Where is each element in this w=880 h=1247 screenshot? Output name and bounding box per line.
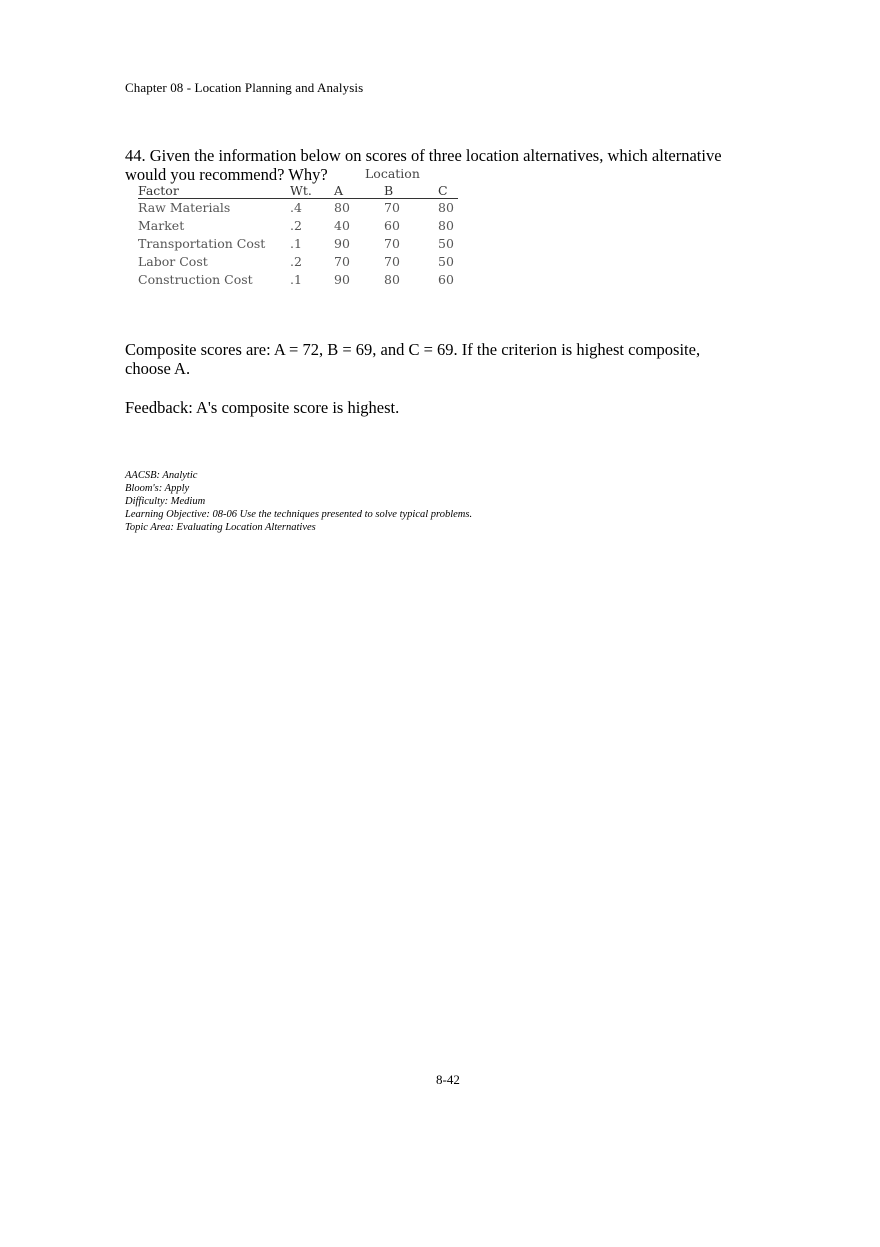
score-a-cell: 80: [334, 200, 350, 215]
score-a-cell: 70: [334, 254, 350, 269]
chapter-header: Chapter 08 - Location Planning and Analysis: [125, 80, 364, 95]
col-header-c: C: [438, 184, 458, 199]
table-row: [138, 271, 458, 289]
question-text: [125, 146, 765, 184]
factor-cell: Market: [138, 218, 185, 233]
score-b-cell: 70: [384, 236, 400, 251]
score-c-cell: 50: [438, 236, 454, 251]
table-row: [138, 217, 458, 235]
location-group-label: Location: [365, 166, 420, 181]
table-row: [138, 235, 458, 253]
question-line-1: 44. Given the information below on scores of three location alternatives, which alternative: [125, 146, 722, 165]
weight-cell: .4: [290, 200, 302, 215]
factor-cell: Construction Cost: [138, 272, 253, 287]
table-row: [138, 199, 458, 218]
score-c-cell: 80: [438, 200, 454, 215]
score-c-cell: 60: [438, 272, 454, 287]
col-header-weight: Wt.: [290, 184, 334, 199]
feedback-text: Feedback: A's composite score is highest.: [125, 398, 400, 417]
meta-blooms: Bloom's: Apply: [125, 483, 190, 494]
meta-learning-objective: Learning Objective: 08-06 Use the techniques presented to solve typical problems.: [125, 509, 473, 520]
score-b-cell: 80: [384, 272, 400, 287]
answer-text: [125, 340, 765, 378]
col-header-b: B: [384, 184, 438, 199]
score-c-cell: 80: [438, 218, 454, 233]
table-row: [138, 253, 458, 271]
factor-cell: Transportation Cost: [138, 236, 266, 251]
score-c-cell: 50: [438, 254, 454, 269]
score-b-cell: 70: [384, 200, 400, 215]
score-b-cell: 60: [384, 218, 400, 233]
factor-cell: Labor Cost: [138, 254, 208, 269]
weight-cell: .2: [290, 218, 302, 233]
col-header-factor: Factor: [138, 184, 290, 199]
meta-difficulty: Difficulty: Medium: [125, 496, 206, 507]
weight-cell: .1: [290, 272, 302, 287]
scores-table: [138, 184, 458, 289]
weight-cell: .2: [290, 254, 302, 269]
answer-line-2: choose A.: [125, 359, 191, 378]
col-header-a: A: [334, 184, 384, 199]
table-header-row: [138, 184, 458, 199]
question-line-2: would you recommend? Why?: [125, 165, 328, 184]
question-metadata: [125, 469, 472, 534]
score-a-cell: 90: [334, 236, 350, 251]
score-a-cell: 40: [334, 218, 350, 233]
page-number: 8-42: [436, 1072, 460, 1087]
score-b-cell: 70: [384, 254, 400, 269]
weight-cell: .1: [290, 236, 302, 251]
factor-cell: Raw Materials: [138, 200, 231, 215]
answer-line-1: Composite scores are: A = 72, B = 69, and C = 69. If the criterion is highest composite,: [125, 340, 701, 359]
score-a-cell: 90: [334, 272, 350, 287]
meta-topic-area: Topic Area: Evaluating Location Alternatives: [125, 522, 316, 533]
meta-aacsb: AACSB: Analytic: [125, 470, 198, 481]
